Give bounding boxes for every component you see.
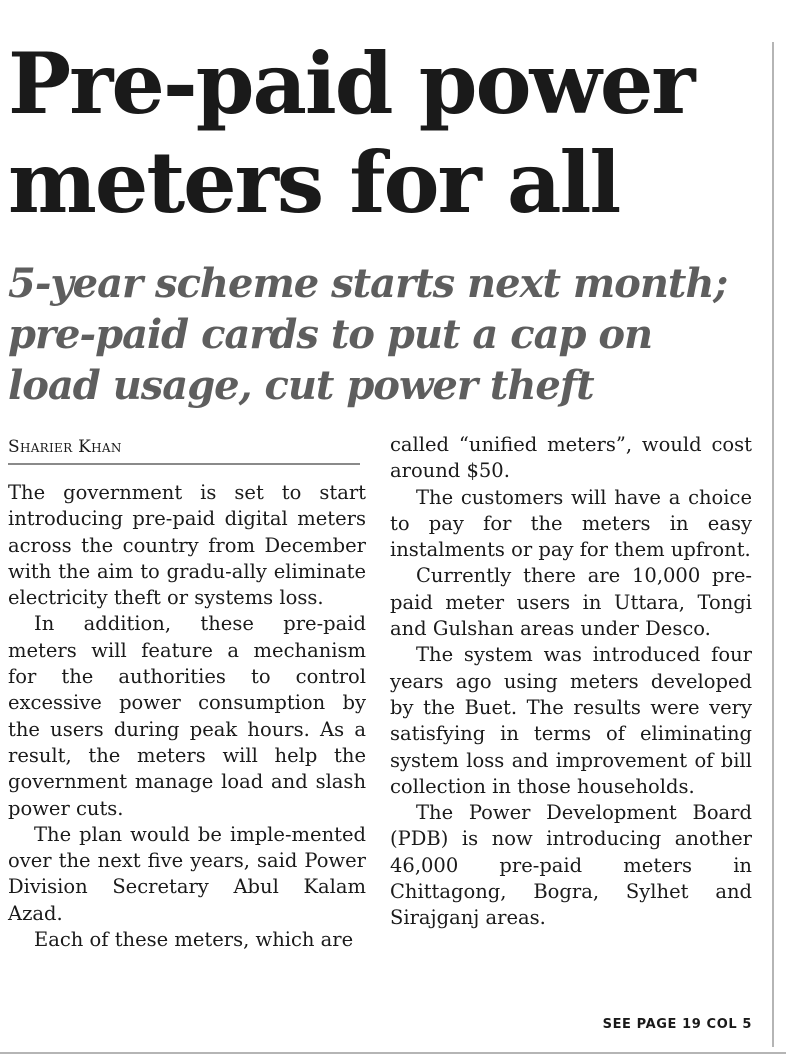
subheadline-line-2: pre-paid cards to put a cap on xyxy=(8,311,653,358)
paragraph: called “unified meters”, would cost around $50. xyxy=(390,433,752,483)
subheadline-line-3: load usage, cut power theft xyxy=(8,362,594,409)
paragraph: The government is set to start introducing pre-paid digital meters across the country from December with the aim to gradu-ally eliminate electricity theft or systems loss. xyxy=(8,481,366,610)
headline-line-2: meters for all xyxy=(8,133,620,232)
paragraph: The Power Development Board (PDB) is now introducing another 46,000 pre-paid meters in Chittagong, Bogra, Sylhet and Sirajganj areas. xyxy=(390,801,752,930)
column-rule-right xyxy=(772,42,774,1047)
paragraph: Each of these meters, which are xyxy=(34,928,354,952)
subheadline xyxy=(8,258,768,411)
bottom-rule xyxy=(0,1052,786,1054)
paragraph: Currently there are 10,000 pre-paid meter users in Uttara, Tongi and Gulshan areas under Desco. xyxy=(390,564,752,641)
article-column-2 xyxy=(390,432,752,932)
paragraph: The system was introduced four years ago using meters developed by the Buet. The results were very satisfying in terms of eliminating system loss and improvement of bill collection in those households. xyxy=(390,643,752,798)
headline xyxy=(8,34,768,232)
paragraph: The plan would be imple-mented over the next five years, said Power Division Secretary Abul Kalam Azad. xyxy=(8,822,366,925)
continuation-jump-line: SEE PAGE 19 COL 5 xyxy=(602,1017,752,1032)
paragraph: The customers will have a choice to pay for the meters in easy instalments or pay for them upfront. xyxy=(390,485,752,562)
headline-line-1: Pre-paid power xyxy=(8,34,694,133)
paragraph: In addition, these pre-paid meters will feature a mechanism for the authorities to control excessive power consumption by the users during peak hours. As a result, the meters will help the government manage load and slash power cuts. xyxy=(8,612,366,820)
article-column-1 xyxy=(8,480,366,953)
byline: Sharier Khan xyxy=(8,437,360,465)
subheadline-line-1: 5-year scheme starts next month; xyxy=(8,260,728,307)
